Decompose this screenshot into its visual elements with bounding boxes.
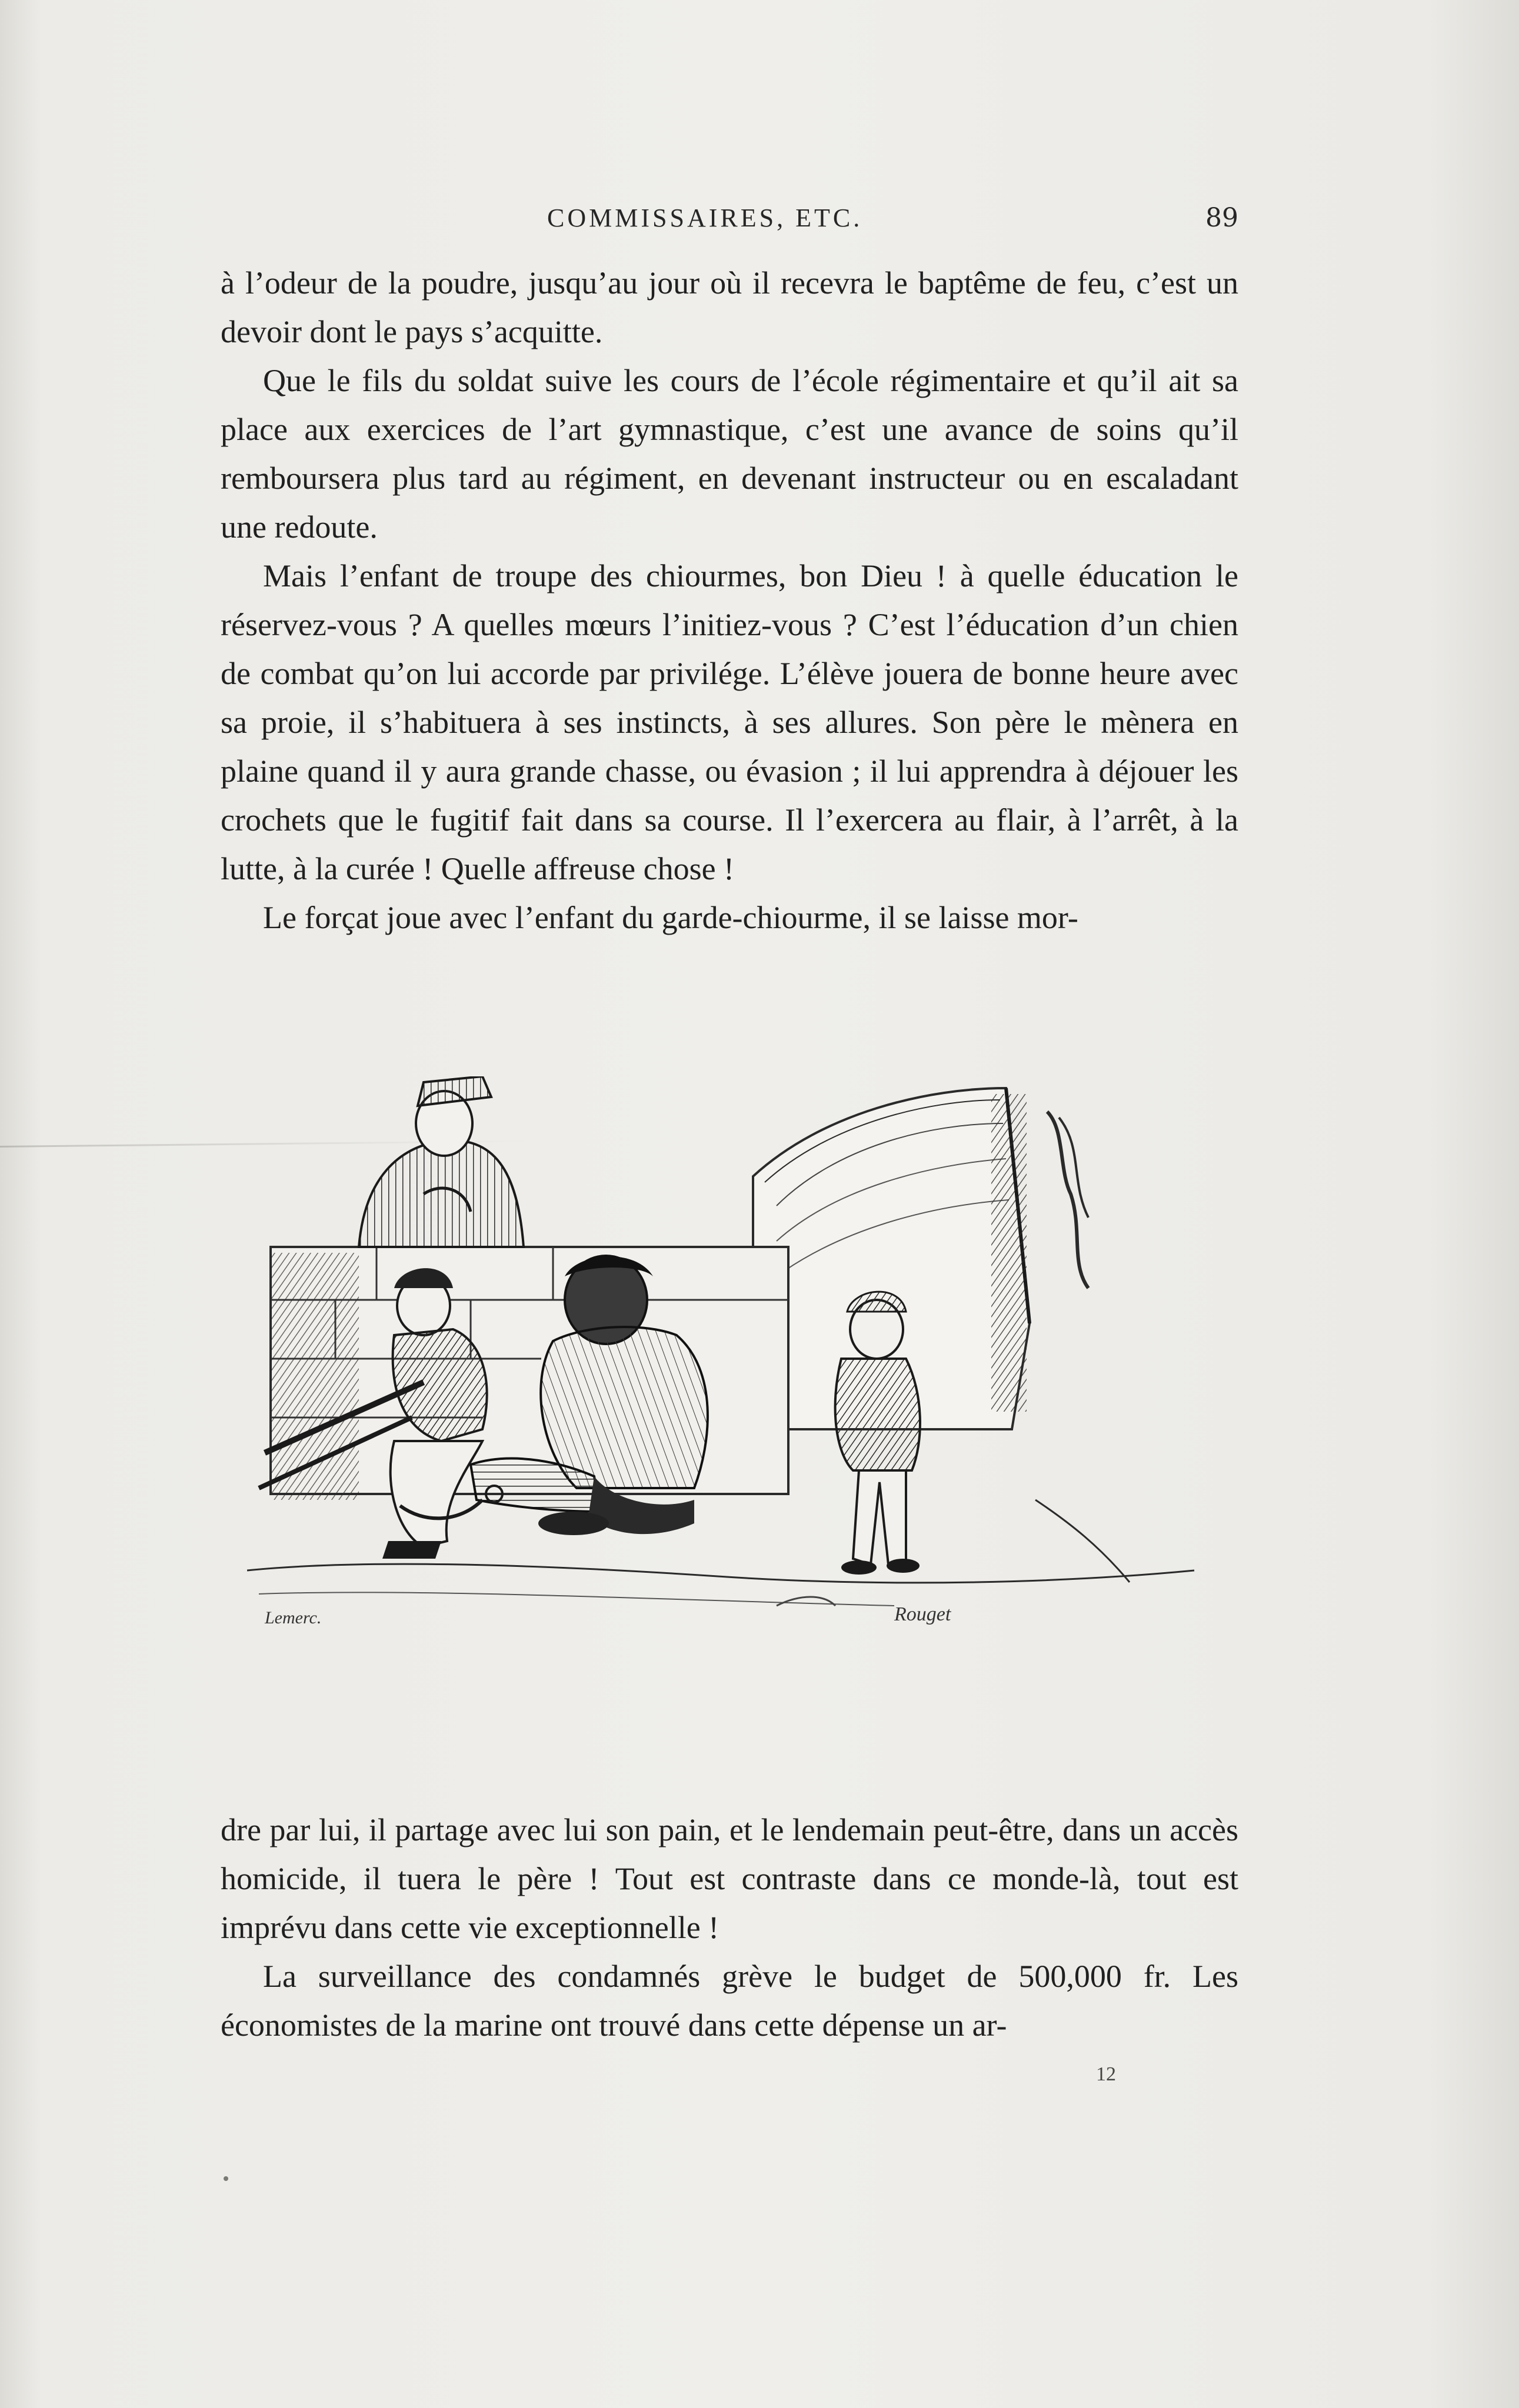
paragraph: La surveillance des condamnés grève le budget de 500,000 fr. Les économistes de la marine ont trouvé dans cette dépense un ar- bbox=[221, 1959, 1238, 2043]
guard-figure bbox=[359, 1076, 524, 1247]
paragraph: Le forçat joue avec l’enfant du garde-chiourme, il se laisse mor- bbox=[263, 900, 1078, 935]
paragraph: à l’odeur de la poudre, jusqu’au jour où il recevra le baptême de feu, c’est un devoir dont le pays s’acquitte. bbox=[221, 265, 1238, 349]
paragraph: Mais l’enfant de troupe des chiourmes, bon Dieu ! à quelle éducation le réservez-vous ? A quelles mœurs l’initiez-vous ? C’est l’éducation d’un chien de combat qu’on lui accorde par privilége. L’élève jouera de bonne heure avec sa proie, il s’habituera à ses instincts, à ses allures. Son père le mènera en plaine quand il y aura grande chasse, ou évasion ; il lui apprendra à déjouer les crochets que le fugitif fait dans sa course. Il l’exercera au flair, à l’arrêt, à la lutte, à la curée ! Quelle affreuse chose ! bbox=[221, 558, 1238, 886]
engraving-drawing bbox=[247, 1076, 1200, 1741]
page-header bbox=[221, 203, 1238, 238]
running-head: COMMISSAIRES, ETC. bbox=[547, 204, 863, 232]
top-text-block bbox=[221, 259, 1238, 942]
page-number: 89 bbox=[1205, 203, 1238, 233]
engraving-illustration bbox=[247, 1076, 1200, 1741]
bottom-text-block bbox=[221, 1806, 1238, 2050]
engraver-signature-right: Rouget bbox=[894, 1603, 951, 1625]
paragraph: Que le fils du soldat suive les cours de l’école régimentaire et qu’il ait sa place aux exercices de l’art gymnastique, c’est une avance de soins qu’il remboursera plus tard au régiment, en devenant instructeur ou en escaladant une redoute. bbox=[221, 363, 1238, 545]
signature-mark: 12 bbox=[1096, 2063, 1116, 2085]
engraver-signature-left: Lemerc. bbox=[265, 1608, 322, 1627]
boat-hull bbox=[753, 1088, 1088, 1429]
paragraph: dre par lui, il partage avec lui son pain, et le lendemain peut-être, dans un accès homicide, il tuera le père ! Tout est contraste dans ce monde-là, tout est imprévu dans cette vie exceptionnelle ! bbox=[221, 1812, 1238, 1945]
paper-speck bbox=[224, 2176, 228, 2181]
